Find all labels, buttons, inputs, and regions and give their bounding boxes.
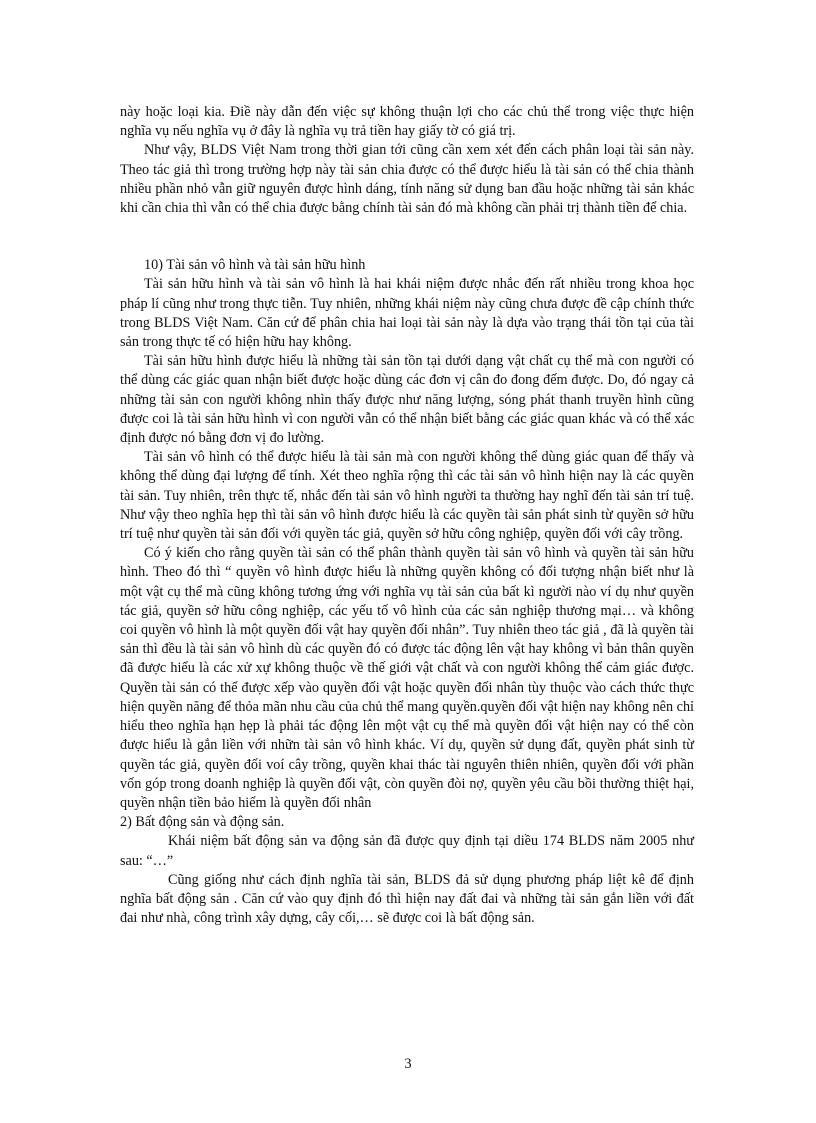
paragraph: Tài sản hữu hình được hiểu là những tài sản tồn tại dưới dạng vật chất cụ thể mà con người có thể dùng các giác quan nhận biết được hoặc dùng các đơn vị cân đo đong đếm được. Do, đó ngay cả những tài sản con người không nhìn thấy được như năng lượng, sóng phát thanh truyền hình cũng được coi là tài sản hữu hình vì con người vẫn có thể nhận biết bằng các giác quan khác và có thể xác định được nó bằng đơn vị đo lường. — [120, 353, 694, 447]
section-heading-10: 10) Tài sản vô hình và tài sản hữu hình — [144, 257, 366, 274]
paragraph: Như vậy, BLDS Việt Nam trong thời gian tới cũng cần xem xét đến cách phân loại tài sản này. Theo tác giả thì trong trường hợp này tài sản chia được có thể được hiểu là tài sản có thể chia thành nhiều phần nhỏ vẫn giữ nguyên được hình dáng, tính năng sử dụng ban đầu hoặc những tài sản khác khi cần chia thì vẫn có thể chia được bằng chính tài sản đó mà không cần phải trị thành tiền để chia. — [120, 142, 694, 217]
paragraph: Tài sản vô hình có thể được hiểu là tài sản mà con người không thể dùng giác quan để thấy và không thể dùng đại lượng để tính. Xét theo nghĩa rộng thì các tài sản vô hình hiện nay là các quyền tài sản. Tuy nhiên, trên thực tế, nhắc đến tài sản vô hình người ta thường hay nghĩ đến tài sản trí tuệ. Như vậy theo nghĩa hẹp thì tài sản vô hình được hiểu là các quyền tài sản phát sinh từ quyền sở hữu trí tuệ như quyền tài sản đối với quyền tác giả, quyền sở hữu công nghiệp, quyền đối với cây trồng. — [120, 449, 694, 543]
page-number: 3 — [404, 1056, 412, 1072]
paragraph: Có ý kiến cho rằng quyền tài sản có thể phân thành quyền tài sản vô hình và quyền tài sản hữu hình. Theo đó thì “ quyền vô hình được hiểu là những quyền không có đối tượng nhận biết như là một vật cụ thể mà cũng không tương ứng với nghĩa vụ tài sản của bất kì người nào ví dụ như quyền tác giả, quyền sở hữu công nghiệp, các yếu tố vô hình của các sản nghiệp thương mại… và không coi quyền vô hình là một quyền đối vật hay quyền đối nhân”. Tuy nhiên theo tác giả , đã là quyền tài sản thì đều là tài sản vô hình dù các quyền đó có được tác động lên vật hay không vì bản thân quyền đã được hiểu là các xử xự không thuộc về thế giới vật chất và con người không thể cảm giác được. Quyền tài sản có thể được xếp vào quyền đối vật hoặc quyền đối nhân tùy thuộc vào cách thức thực hiện quyền năng để thỏa mãn nhu cầu của chủ thể mang quyền.quyền đối vật hiện nay không nên chỉ hiểu theo nghĩa hạn hẹp là phải tác động lên một vật cụ thể mà quyền đối vật hiện nay có thể còn được hiểu là gắn liền với nhữn tài sản vô hình khác. Ví dụ, quyền sử dụng đất, quyền phát sinh từ quyền tác giả, quyền đối voí cây trồng, quyền khai thác tài nguyên thiên nhiên, quyền đối với phần vốn góp trong doanh nghiệp là quyền đối vật, còn quyền đòi nợ, quyền yêu cầu bồi thường thiệt hại, quyền nhận tiền bảo hiểm là quyền đối nhân — [120, 545, 694, 811]
paragraph: Khái niệm bất động sản va động sản đã được quy định tại diều 174 BLDS năm 2005 như sau: “…” — [120, 833, 694, 869]
text-block — [120, 103, 694, 928]
section-heading-2: 2) Bất động sản và động sản. — [120, 814, 285, 831]
paragraph: Tài sản hữu hình và tài sản vô hình là hai khái niệm được nhắc đến rất nhiều trong khoa học pháp lí cũng như trong thực tiễn. Tuy nhiên, những khái niệm này cũng chưa được đề cập chính thức trong BLDS Việt Nam. Căn cứ để phân chia hai loại tài sản này là dựa vào trạng thái tồn tại của tài sản trong thực tế có hiện hữu hay không. — [120, 276, 694, 351]
spacer — [120, 218, 694, 256]
paragraph: Cũng giống như cách định nghĩa tài sản, BLDS đả sử dụng phương pháp liệt kê để định nghĩa bất động sản . Căn cứ vào quy định đó thì hiện nay đất đai và những tài sản gắn liền với đất đai như nhà, công trình xây dựng, cây cối,… sẽ được coi là bất động sản. — [120, 871, 694, 927]
paragraph: này hoặc loại kia. Điề này dẫn đến việc sự không thuận lợi cho các chủ thể trong việc thực hiện nghĩa vụ nếu nghĩa vụ ở đây là nghĩa vụ trả tiền hay giấy tờ có giá trị. — [120, 104, 694, 140]
